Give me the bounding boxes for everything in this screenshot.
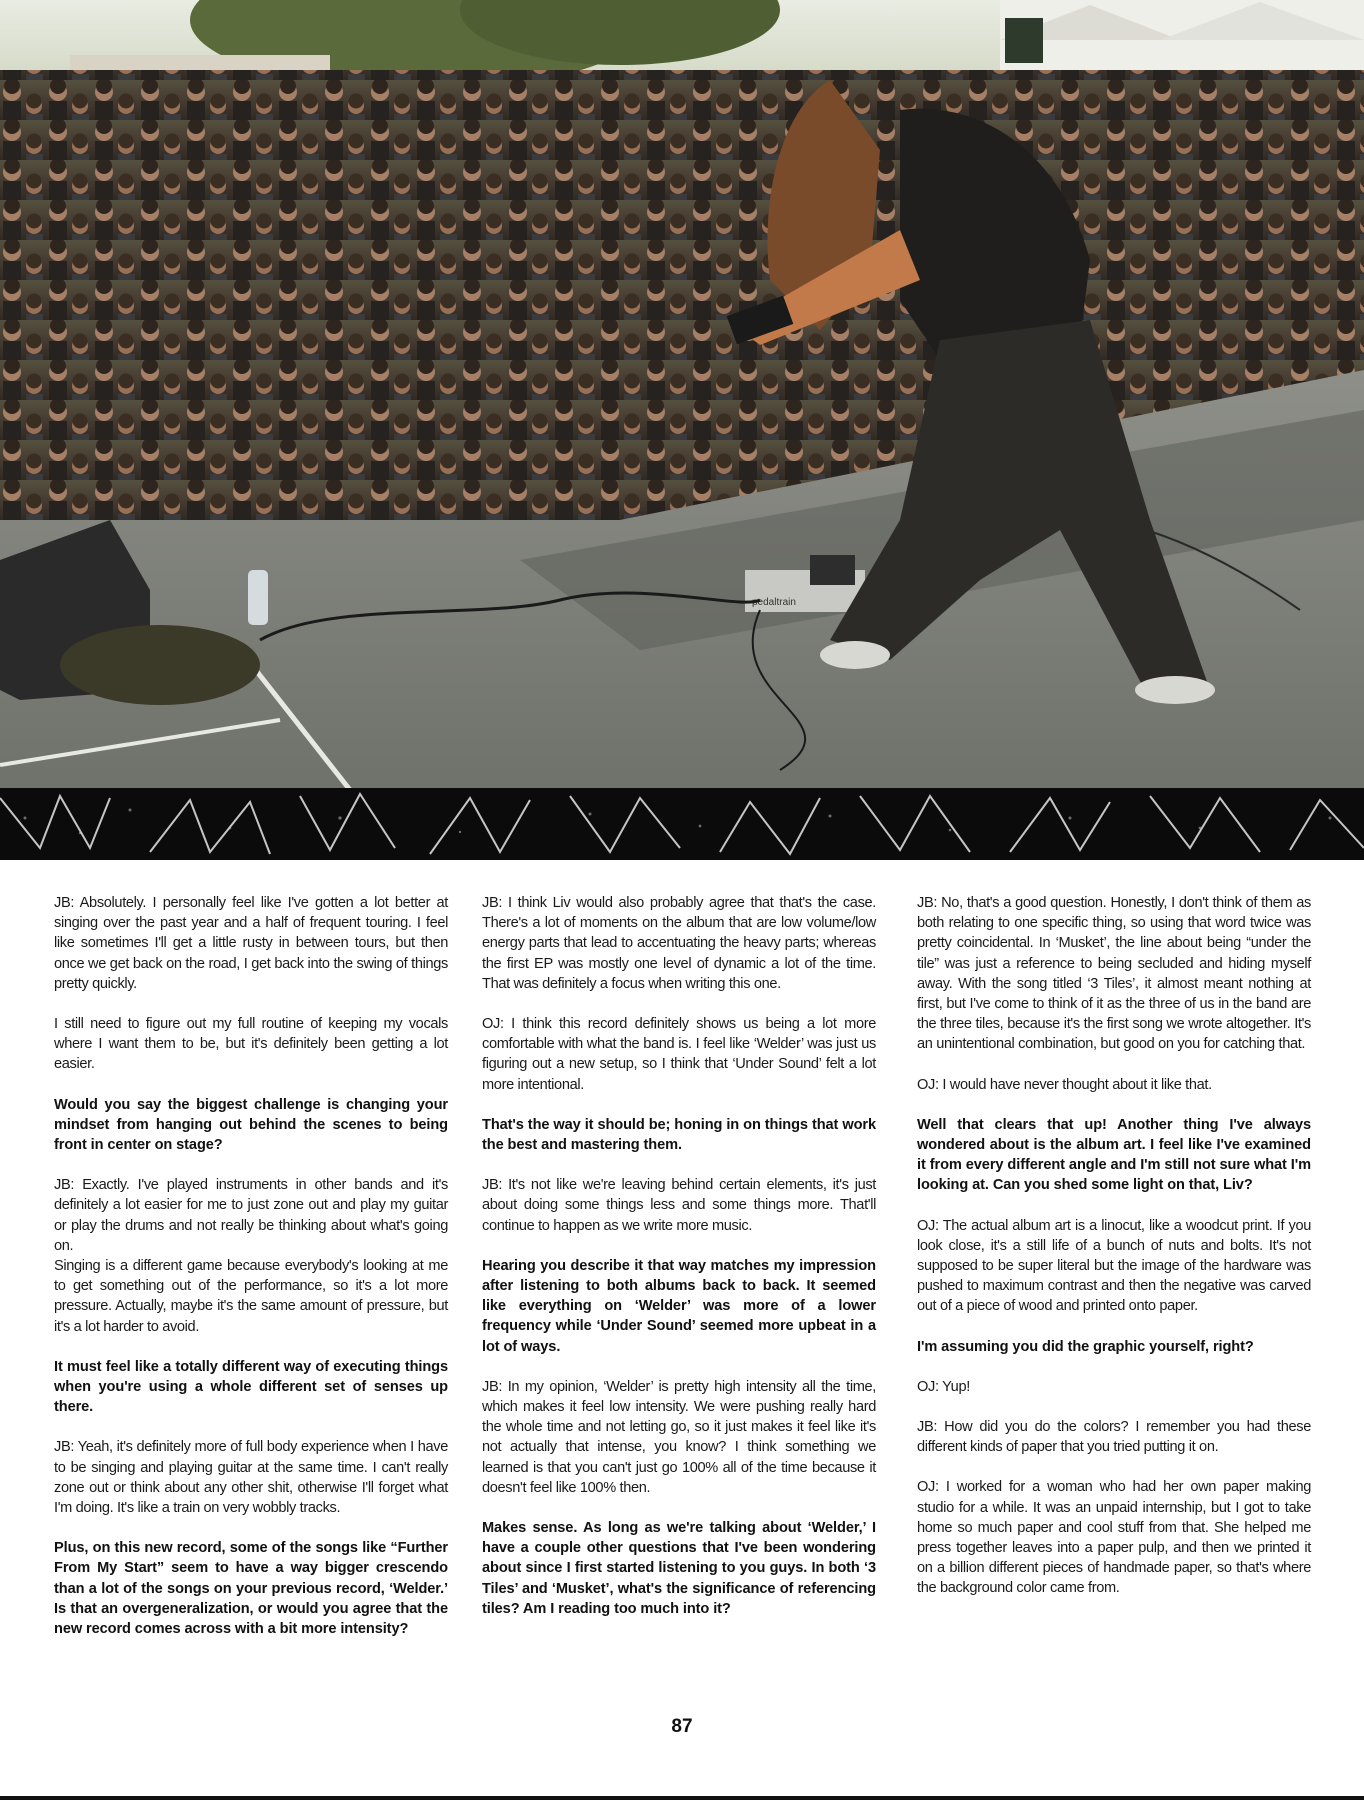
question-paragraph: Would you say the biggest challenge is changing your mindset from hanging out behind the scenes to being front in center on stage? [54,1096,448,1154]
page-number: 87 [671,1716,693,1737]
question-paragraph: Well that clears that up! Another thing I've always wondered about is the album art. I feel like I've examined it from every different angle and I'm still not sure what I'm looking at. Can you shed some light on that, Liv? [917,1116,1311,1194]
pedal-label: pedaltrain [752,597,796,608]
answer-paragraph: OJ: I worked for a woman who had her own paper making studio for a while. It was an unpaid internship, but I got to take home so much paper and cool stuff from that. She helped me press together leaves into a paper pulp, and then we printed it on a billion different pieces of handmade paper, so that's where the background color came from. [917,1479,1311,1597]
spike-burst-icon [0,788,1364,860]
concert-photo [0,0,1364,790]
answer-paragraph: JB: It's not like we're leaving behind certain elements, it's just about doing some things less and some things more. That'll continue to happen as we write more music. [482,1177,876,1234]
answer-paragraph: JB: No, that's a good question. Honestly, I don't think of them as both relating to one specific thing, so using that word twice was pretty coincidental. In ‘Musket’, the line about being “under the tile” was just a reference to being secluded and hiding myself away. With the song titled ‘3 Tiles’, it almost meant nothing at first, but I've come to think of it as the three of us in the band are the three tiles, because it's the first song we wrote altogether. It's an unintentional combination, but good on you for catching that. [917,895,1311,1053]
question-paragraph: It must feel like a totally different way of executing things when you're using a whole different set of senses up there. [54,1358,448,1416]
answer-paragraph: I still need to figure out my full routine of keeping my vocals where I want them to be, but it's definitely been getting a lot easier. [54,1016,448,1073]
text-column-3 [917,893,1311,1619]
answer-paragraph: OJ: I think this record definitely shows us being a lot more comfortable with what the band is. I feel like ‘Welder’ was just us figuring out a new setup, so I think that ‘Under Sound’ felt a lot more intentional. [482,1016,876,1093]
question-paragraph: Plus, on this new record, some of the songs like “Further From My Start” seem to have a way bigger crescendo than a lot of the songs on your previous record, ‘Welder.’ Is that an overgeneralization, or would you agree that the new record comes across with a bit more intensity? [54,1540,448,1638]
question-paragraph: Hearing you describe it that way matches my impression after listening to both albums back to back. It seemed like everything on ‘Welder’ was more of a lower frequency while ‘Under Sound’ seemed more upbeat in a lot of ways. [482,1257,876,1355]
concert-stage-photo-icon [0,0,1364,790]
question-paragraph: That's the way it should be; honing in on things that work the best and mastering them. [482,1116,876,1154]
question-paragraph: Makes sense. As long as we're talking about ‘Welder,’ I have a couple other questions that I've been wondering about since I first started listening to you guys. In both ‘3 Tiles’ and ‘Musket’, what's the significance of referencing tiles? Am I reading too much into it? [482,1520,876,1617]
text-column-1 [54,893,448,1659]
text-column-2 [482,893,876,1639]
question-paragraph: I'm assuming you did the graphic yourself, right? [917,1338,1254,1355]
decorative-spike-band [0,788,1364,860]
answer-paragraph: OJ: I would have never thought about it like that. [917,1076,1212,1093]
answer-paragraph: JB: I think Liv would also probably agree that that's the case. There's a lot of moments on the album that are low volume/low energy parts that lead to accentuating the heavy parts; whereas the first EP was mostly one level of dynamic a lot of the time. That was definitely a focus when writing this one. [482,895,876,992]
answer-paragraph: JB: Exactly. I've played instruments in other bands and it's definitely a lot easier for me to just zone out and play my guitar or play the drums and not really be thinking about what's going on. [54,1177,448,1254]
answer-paragraph: JB: Yeah, it's definitely more of full body experience when I have to be singing and playing guitar at the same time. I can't really zone out or think about any other shit, otherwise I'll forget what I'm doing. It's like a train on very wobbly tracks. [54,1439,448,1517]
answer-paragraph: JB: Absolutely. I personally feel like I've gotten a lot better at singing over the past year and a half of frequent touring. I feel like sometimes I'll get a little rusty in between tours, but then once we get back on the road, I get back into the swing of things pretty quickly. [54,895,448,992]
bottom-rule [0,1796,1364,1800]
answer-paragraph: JB: In my opinion, ‘Welder’ is pretty high intensity all the time, which makes it feel low intensity. We were pushing really hard the whole time and not letting go, so it just makes it feel like it's not actually that intense, you know? I think something we learned is that you can't just go 100% all of the time because it doesn't feel like 100% then. [482,1378,876,1496]
answer-paragraph: JB: How did you do the colors? I remember you had these different kinds of paper that you tried putting it on. [917,1419,1311,1456]
answer-paragraph: Singing is a different game because everybody's looking at me to get something out of the performance, so it's a lot more pressure. Actually, maybe it's the same amount of pressure, but it's a lot harder to avoid. [54,1258,448,1335]
answer-paragraph: OJ: The actual album art is a linocut, like a woodcut print. If you look close, it's a still life of a bunch of nuts and bolts. It's not supposed to be super literal but the image of the hardware was pushed to maximum contrast and then the negative was carved out of a piece of wood and printed onto paper. [917,1217,1311,1315]
answer-paragraph: OJ: Yup! [917,1378,970,1395]
